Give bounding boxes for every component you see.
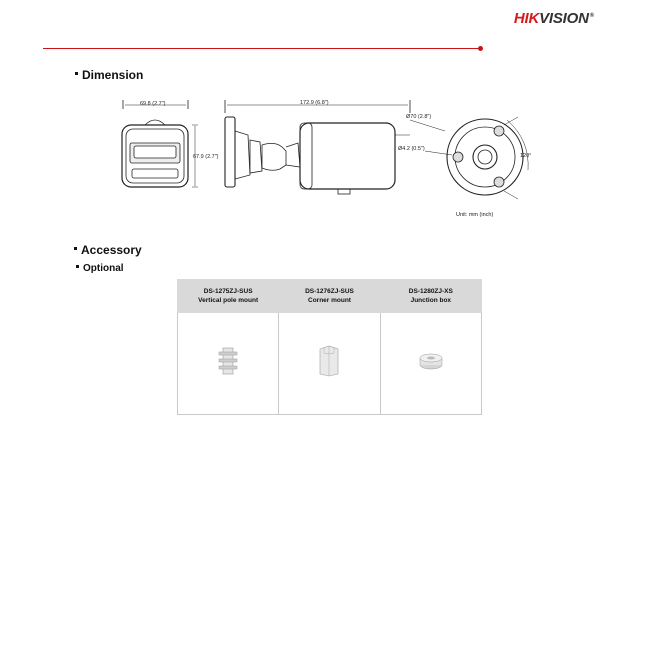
junction-box-icon <box>418 351 444 371</box>
dimension-length-label: 172.9 (6.8") <box>300 100 329 106</box>
header-divider-dot <box>478 46 483 51</box>
accessory-header-corner-mount <box>279 280 380 313</box>
brand-logo: HIKVISION® <box>513 10 594 27</box>
dimension-diagram <box>100 95 560 225</box>
accessory-image-cell <box>380 313 481 415</box>
accessory-table <box>177 279 482 415</box>
dimension-angle-label: 120° <box>520 153 532 159</box>
unit-note: Unit: mm (inch) <box>456 212 494 218</box>
header-divider <box>43 48 478 49</box>
pole-mount-icon <box>216 346 240 376</box>
dimension-height-label: 67.9 (2.7") <box>193 154 219 160</box>
dimension-hole-diameter-label: Ø4.2 (0.5") <box>398 146 425 152</box>
section-heading-optional: Optional <box>76 263 124 274</box>
dimension-width-label: 69.8 (2.7") <box>140 101 166 107</box>
accessory-image-row <box>178 313 482 415</box>
accessory-image-cell <box>178 313 279 415</box>
section-heading-accessory: Accessory <box>74 243 142 257</box>
accessory-header-row <box>178 280 482 313</box>
accessory-model: DS-1280ZJ-XS <box>408 288 453 295</box>
accessory-image-cell <box>279 313 380 415</box>
camera-drawing <box>100 95 560 225</box>
accessory-description: Corner mount <box>308 297 351 304</box>
accessory-description: Vertical pole mount <box>198 297 259 304</box>
section-heading-dimension: Dimension <box>75 68 143 82</box>
dimension-mount-diameter-label: Ø70 (2.8") <box>406 114 432 120</box>
accessory-header-junction-box <box>380 280 481 313</box>
accessory-description: Junction box <box>410 297 452 304</box>
accessory-model: DS-1276ZJ-SUS <box>305 288 354 295</box>
accessory-model: DS-1275ZJ-SUS <box>203 288 253 295</box>
corner-mount-icon <box>316 345 342 377</box>
accessory-header-pole-mount <box>178 280 279 313</box>
